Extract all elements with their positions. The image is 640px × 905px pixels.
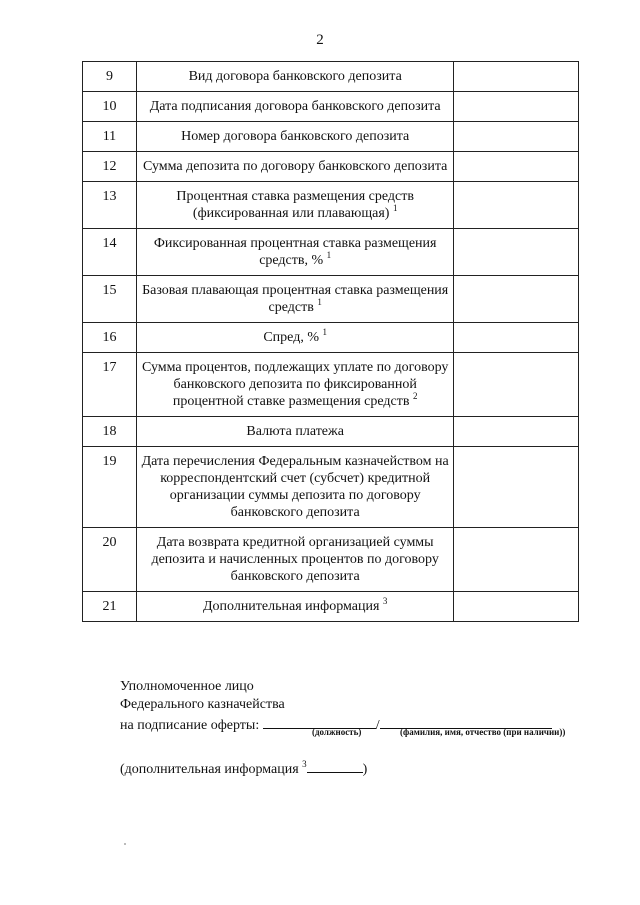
footnote-marker: 1 — [326, 250, 332, 260]
footnote-marker: 1 — [322, 327, 327, 337]
row-value-cell[interactable] — [454, 62, 579, 92]
row-number: 16 — [83, 323, 137, 353]
row-description-text: Фиксированная процентная ставка размещения средств, % — [153, 236, 437, 268]
additional-info-label: (дополнительная информация — [120, 762, 299, 777]
row-number: 9 — [83, 62, 137, 92]
row-description — [136, 353, 454, 417]
row-description — [136, 276, 454, 323]
form-table — [82, 61, 579, 622]
row-value-cell[interactable] — [454, 276, 579, 323]
table-row — [83, 417, 579, 447]
row-number: 15 — [83, 276, 137, 323]
row-number: 10 — [83, 92, 137, 122]
row-description-text: Сумма процентов, подлежащих уплате по договору банковского депозита по фиксированной процентной ставке размещения средств — [141, 360, 449, 409]
scan-speck — [124, 843, 126, 845]
row-description — [136, 417, 454, 447]
footnote-marker: 2 — [413, 391, 418, 401]
row-value-cell[interactable] — [454, 92, 579, 122]
row-number: 14 — [83, 229, 137, 276]
row-number: 11 — [83, 122, 137, 152]
table-row — [83, 152, 579, 182]
row-description — [136, 92, 454, 122]
row-value-cell[interactable] — [454, 353, 579, 417]
row-number: 21 — [83, 592, 137, 622]
row-description — [136, 229, 454, 276]
row-value-cell[interactable] — [454, 592, 579, 622]
table-row — [83, 122, 579, 152]
row-number: 19 — [83, 447, 137, 528]
table-row — [83, 229, 579, 276]
row-description-text: Дата перечисления Федеральным казначейством на корреспондентский счет (субсчет) кредитной организации суммы депозита по договору банковского депозита — [141, 454, 449, 520]
row-number: 18 — [83, 417, 137, 447]
row-description — [136, 323, 454, 353]
row-description — [136, 62, 454, 92]
additional-info-footnote: 3 — [302, 759, 307, 769]
table-row — [83, 62, 579, 92]
row-value-cell[interactable] — [454, 528, 579, 592]
table-row — [83, 353, 579, 417]
row-value-cell[interactable] — [454, 417, 579, 447]
row-value-cell[interactable] — [454, 447, 579, 528]
table-row — [83, 92, 579, 122]
row-number: 13 — [83, 182, 137, 229]
additional-info-field[interactable] — [307, 758, 363, 773]
signature-line-1: Уполномоченное лицо — [120, 679, 254, 694]
table-row — [83, 182, 579, 229]
row-value-cell[interactable] — [454, 122, 579, 152]
row-description-text: Процентная ставка размещения средств (фиксированная или плавающая) — [176, 189, 414, 221]
row-description-text: Сумма депозита по договору банковского депозита — [143, 159, 448, 174]
row-description-text: Базовая плавающая процентная ставка размещения средств — [142, 283, 449, 315]
row-description — [136, 528, 454, 592]
position-caption: (должность) — [312, 727, 362, 737]
signature-offer-label: на подписание оферты: — [120, 718, 260, 733]
table-row — [83, 276, 579, 323]
row-description-text: Валюта платежа — [246, 424, 344, 439]
name-caption: (фамилия, имя, отчество (при наличии)) — [400, 727, 566, 737]
row-description-text: Дата подписания договора банковского депозита — [149, 99, 441, 114]
signature-line-2: Федерального казначейства — [120, 697, 285, 712]
table-row — [83, 592, 579, 622]
row-description-text: Номер договора банковского депозита — [181, 129, 410, 144]
row-description — [136, 592, 454, 622]
table-row — [83, 528, 579, 592]
additional-info-close: ) — [362, 762, 368, 777]
row-value-cell[interactable] — [454, 229, 579, 276]
table-row — [83, 323, 579, 353]
footnote-marker: 3 — [382, 596, 388, 606]
signature-slash: / — [375, 718, 380, 733]
row-number: 12 — [83, 152, 137, 182]
row-value-cell[interactable] — [454, 182, 579, 229]
additional-info-line — [120, 758, 367, 778]
row-number: 17 — [83, 353, 137, 417]
row-description-text: Спред, % — [263, 330, 319, 345]
row-number: 20 — [83, 528, 137, 592]
row-description — [136, 182, 454, 229]
row-description-text: Вид договора банковского депозита — [188, 69, 402, 84]
row-description — [136, 122, 454, 152]
row-value-cell[interactable] — [454, 152, 579, 182]
row-description-text: Дополнительная информация — [202, 599, 380, 614]
row-description-text: Дата возврата кредитной организацией суммы депозита и начисленных процентов по договору банковского депозита — [151, 535, 439, 584]
row-description — [136, 447, 454, 528]
footnote-marker: 1 — [392, 203, 398, 213]
row-description — [136, 152, 454, 182]
row-value-cell[interactable] — [454, 323, 579, 353]
footnote-marker: 1 — [317, 297, 322, 307]
page-number: 2 — [316, 32, 324, 48]
table-row — [83, 447, 579, 528]
